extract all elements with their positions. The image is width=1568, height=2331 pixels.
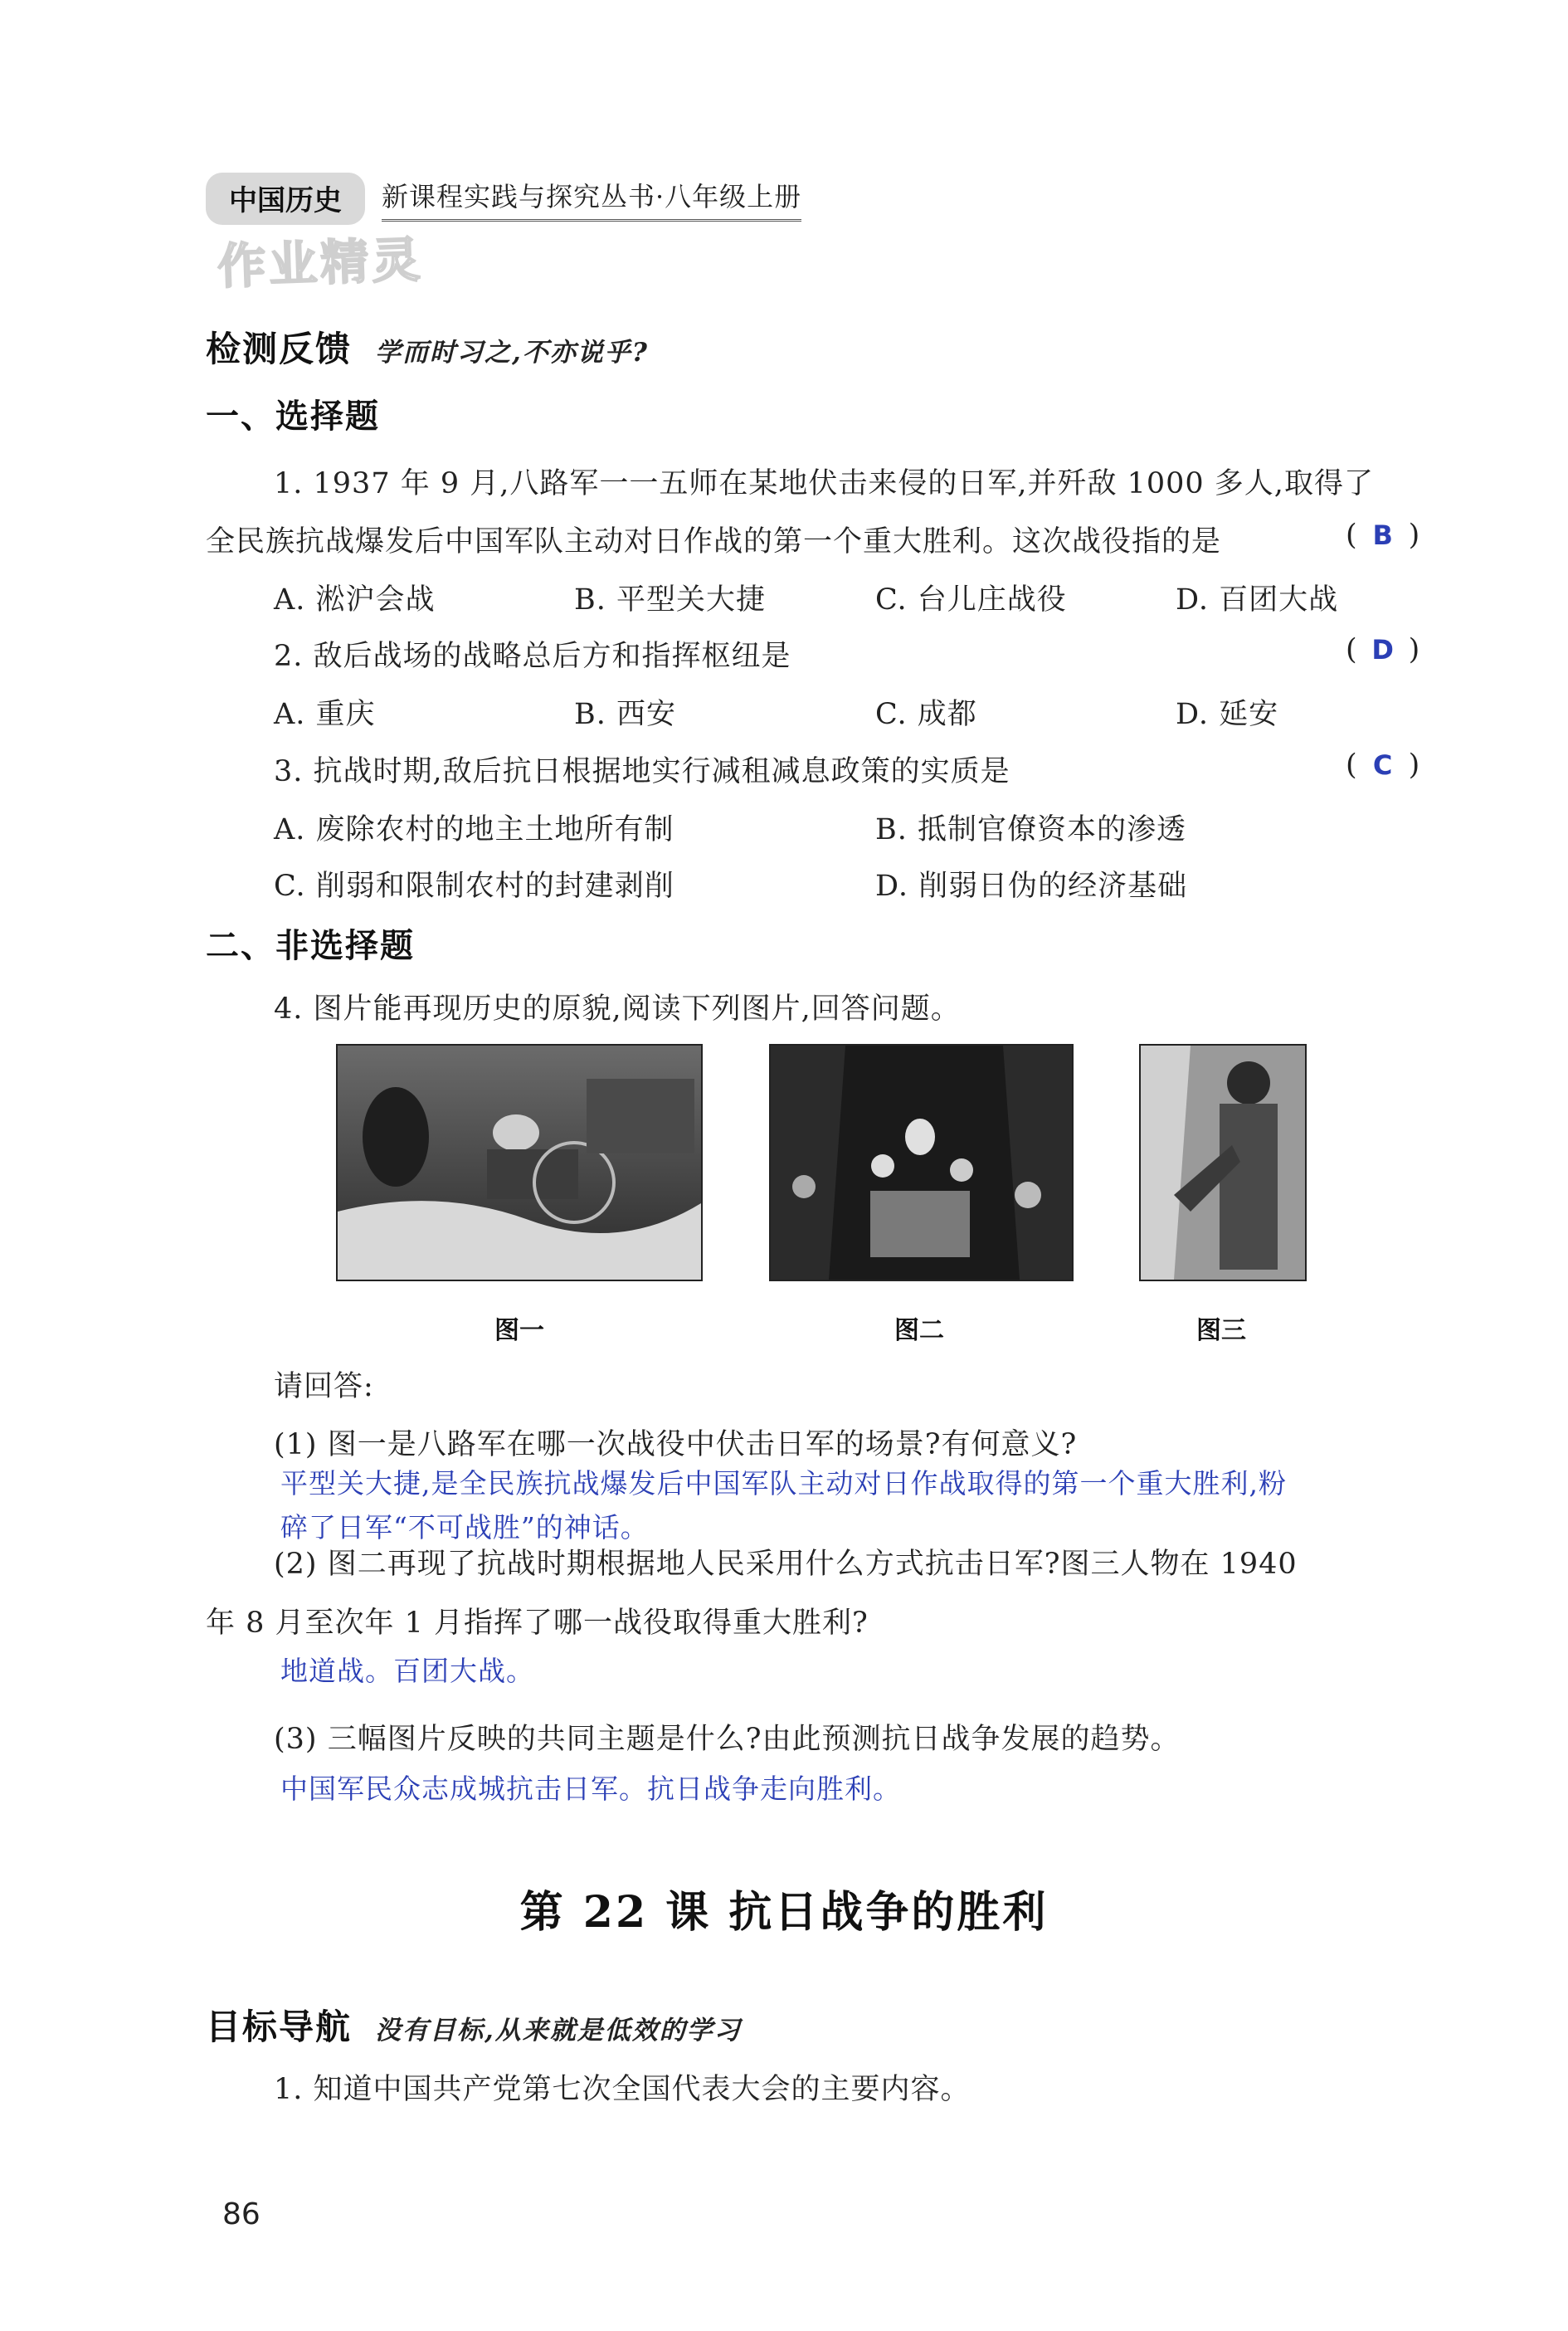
q3-answer-bracket: ( C )	[1346, 749, 1420, 782]
watermark-logo: 作业精灵	[217, 231, 425, 295]
q2-option-b: B. 西安	[574, 698, 676, 731]
q4-stem: 4. 图片能再现历史的原貌,阅读下列图片,回答问题。	[274, 992, 961, 1026]
caption-figure-3: 图三	[1196, 1316, 1246, 1345]
q4-sub1-answer-line2: 碎了日军“不可战胜”的神话。	[280, 1511, 649, 1543]
q2-option-c: C. 成都	[875, 698, 977, 731]
section-motto: 学而时习之,不亦说乎?	[375, 338, 649, 368]
q4-sub3-answer: 中国军民众志成城抗击日军。抗日战争走向胜利。	[280, 1773, 901, 1805]
photo-ambush-scene-icon	[338, 1046, 701, 1280]
q2-answer: D	[1371, 634, 1394, 666]
q3-option-b: B. 抵制官僚资本的渗透	[875, 813, 1186, 846]
part-non-choice-title: 二、非选择题	[206, 927, 415, 965]
q4-sub1-question: (1) 图一是八路军在哪一次战役中伏击日军的场景?有何意义?	[274, 1428, 1078, 1461]
lesson-title: 第 22 课 抗日战争的胜利	[519, 1887, 1049, 1938]
q1-answer-bracket: ( B )	[1346, 519, 1420, 552]
page-header	[206, 173, 801, 225]
caption-figure-1: 图一	[494, 1316, 544, 1345]
section-goals-heading	[206, 2000, 742, 2050]
part-multiple-choice-title: 一、选择题	[206, 397, 380, 436]
q2-option-a: A. 重庆	[274, 698, 376, 731]
q3-option-c: C. 削弱和限制农村的封建剥削	[274, 870, 674, 903]
q4-sub2-question-line1: (2) 图二再现了抗战时期根据地人民采用什么方式抗击日军?图三人物在 1940	[274, 1548, 1298, 1581]
q3-option-a: A. 废除农村的地主土地所有制	[274, 813, 674, 846]
q4-sub3-question: (3) 三幅图片反映的共同主题是什么?由此预测抗日战争发展的趋势。	[274, 1723, 1181, 1756]
q1-option-a: A. 淞沪会战	[274, 583, 436, 617]
q2-stem: 2. 敌后战场的战略总后方和指挥枢纽是	[274, 640, 791, 673]
q1-stem-line2: 全民族抗战爆发后中国军队主动对日作战的第一个重大胜利。这次战役指的是	[206, 525, 1222, 558]
photo-tunnel-scene-icon	[771, 1046, 1072, 1280]
q3-option-d: D. 削弱日伪的经济基础	[875, 870, 1188, 903]
photo-commander-binoculars-icon	[1141, 1046, 1305, 1280]
q2-answer-bracket: ( D )	[1346, 633, 1420, 666]
series-title: 新课程实践与探究丛书·八年级上册	[382, 176, 801, 222]
goal-item-1: 1. 知道中国共产党第七次全国代表大会的主要内容。	[274, 2073, 971, 2106]
q1-option-b: B. 平型关大捷	[574, 583, 766, 617]
q1-option-c: C. 台儿庄战役	[875, 583, 1067, 617]
subject-badge: 中国历史	[206, 173, 365, 225]
q3-stem: 3. 抗战时期,敌后抗日根据地实行减租减息政策的实质是	[274, 755, 1010, 788]
q4-sub2-answer: 地道战。百团大战。	[280, 1655, 534, 1687]
q2-option-d: D. 延安	[1176, 698, 1279, 731]
section-title: 目标导航	[206, 2007, 353, 2047]
q4-prompt: 请回答:	[274, 1370, 374, 1403]
q3-answer: C	[1372, 749, 1393, 781]
section-feedback-heading	[206, 322, 649, 372]
q1-answer: B	[1372, 519, 1393, 551]
q1-stem-line1: 1. 1937 年 9 月,八路军一一五师在某地伏击来侵的日军,并歼敌 1000 多人,取得了	[274, 467, 1374, 500]
section-motto: 没有目标,从来就是低效的学习	[375, 2016, 742, 2046]
caption-figure-2: 图二	[894, 1316, 944, 1345]
q4-sub2-question-line2: 年 8 月至次年 1 月指挥了哪一战役取得重大胜利?	[206, 1607, 869, 1640]
page-number: 86	[222, 2197, 261, 2231]
q1-option-d: D. 百团大战	[1176, 583, 1339, 617]
photo-figure-3	[1139, 1044, 1307, 1281]
section-title: 检测反馈	[206, 329, 353, 369]
q4-sub1-answer-line1: 平型关大捷,是全民族抗战爆发后中国军队主动对日作战取得的第一个重大胜利,粉	[280, 1467, 1287, 1500]
photo-figure-1	[336, 1044, 703, 1281]
photo-figure-2	[769, 1044, 1074, 1281]
